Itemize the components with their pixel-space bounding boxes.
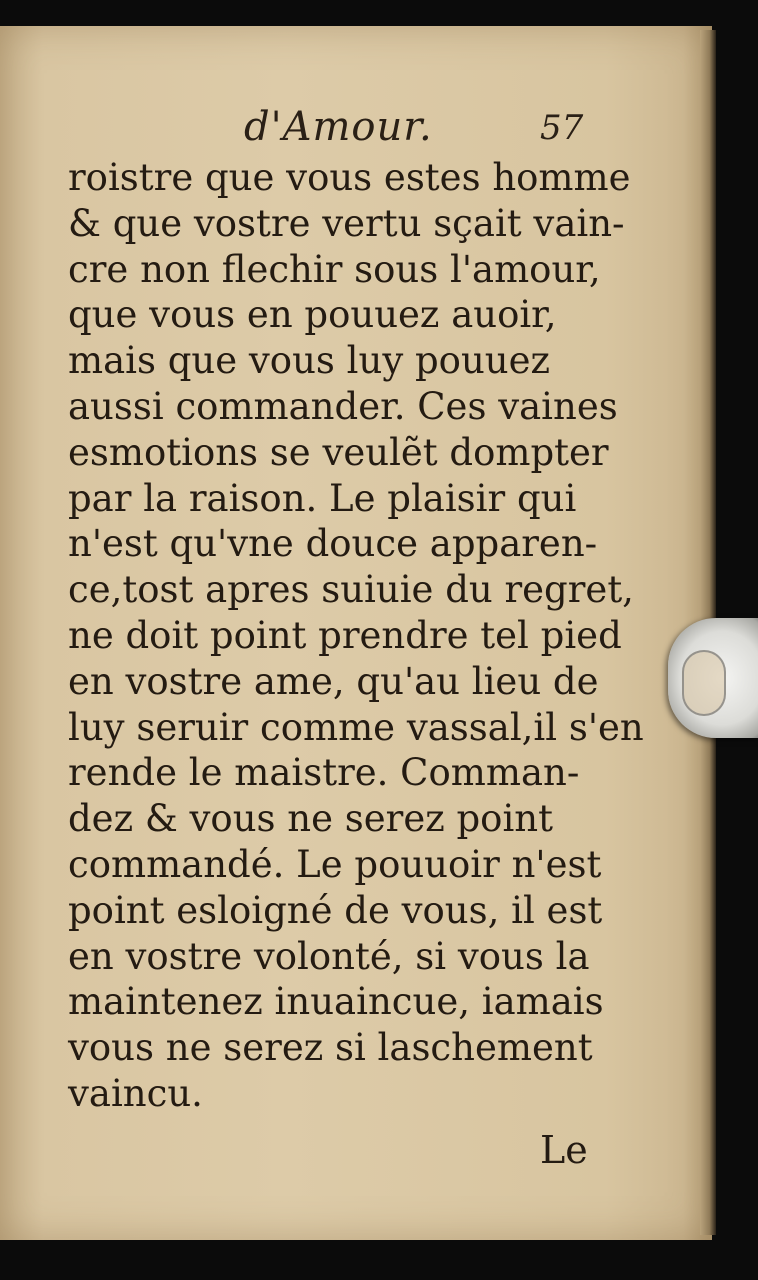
text-line: vous ne serez si laschement bbox=[68, 1026, 593, 1070]
text-line: dez & vous ne serez point bbox=[68, 797, 553, 841]
text-line: vaincu. bbox=[68, 1071, 203, 1115]
text-line: en vostre ame, qu'au lieu de bbox=[68, 659, 599, 703]
page-header bbox=[0, 104, 712, 154]
text-line: luy seruir comme vassal,il s'en bbox=[68, 705, 644, 749]
text-line: que vous en pouuez auoir, bbox=[68, 293, 557, 337]
text-line: en vostre volonté, si vous la bbox=[68, 934, 590, 978]
text-line: esmotions se veulẽt dompter bbox=[68, 430, 609, 474]
running-head: d'Amour. bbox=[244, 104, 433, 150]
text-line: maintenez inuaincue, iamais bbox=[68, 980, 604, 1024]
text-line: roistre que vous estes homme bbox=[68, 156, 631, 199]
page-number: 57 bbox=[540, 108, 584, 148]
text-line: ce,tost apres suiuie du regret, bbox=[68, 568, 634, 612]
text-line: aussi commander. Ces vaines bbox=[68, 384, 618, 428]
text-line: rende le maistre. Comman- bbox=[68, 751, 580, 795]
text-line: n'est qu'vne douce apparen- bbox=[68, 522, 598, 566]
text-line: ne doit point prendre tel pied bbox=[68, 613, 622, 657]
text-line: mais que vous luy pouuez bbox=[68, 339, 550, 383]
text-line: cre non flechir sous l'amour, bbox=[68, 247, 601, 291]
text-line: par la raison. Le plaisir qui bbox=[68, 476, 577, 520]
body-text bbox=[68, 155, 644, 1117]
page-clip-hole bbox=[682, 650, 726, 716]
text-line: point esloigné de vous, il est bbox=[68, 888, 603, 932]
catchword: Le bbox=[540, 1128, 588, 1172]
text-line: commandé. Le pouuoir n'est bbox=[68, 842, 602, 886]
text-line: & que vostre vertu sçait vain- bbox=[68, 201, 625, 245]
